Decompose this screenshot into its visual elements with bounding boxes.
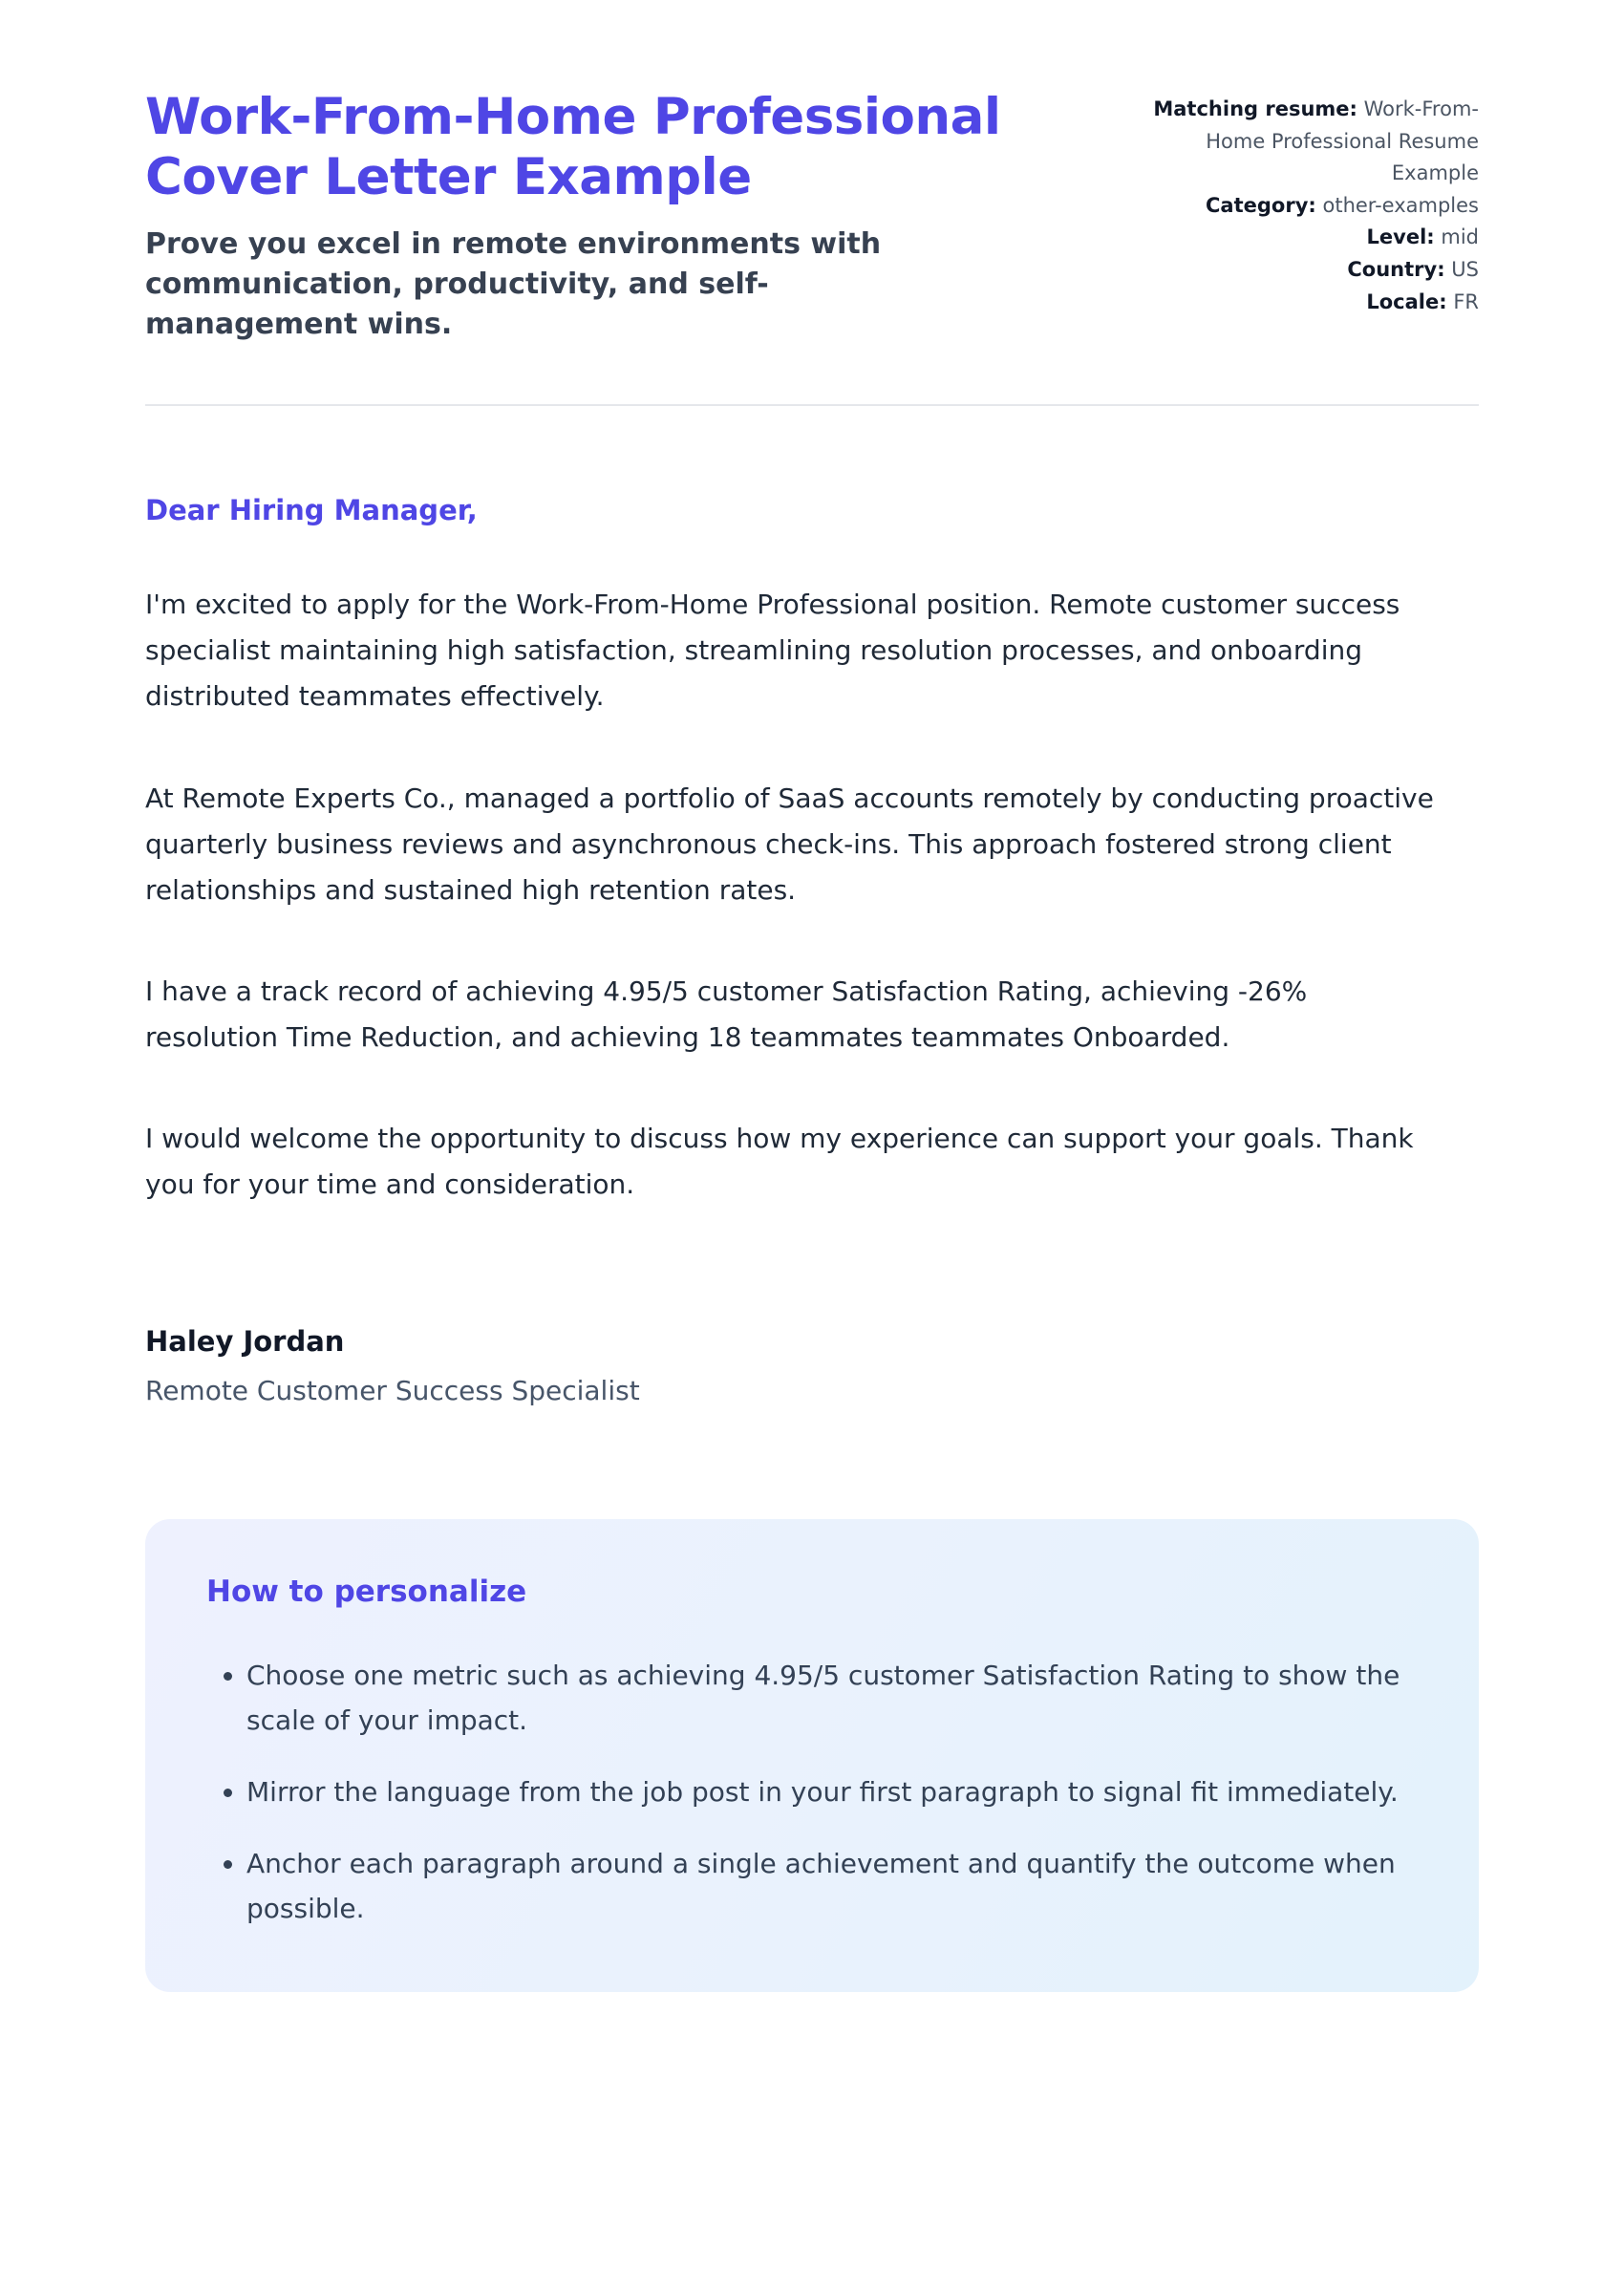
personalize-card [145, 1519, 1479, 1992]
meta-label: Locale: [1366, 289, 1447, 313]
meta-category [1149, 190, 1479, 223]
meta-level [1149, 222, 1479, 254]
meta-label: Category: [1206, 193, 1316, 217]
meta-value: FR [1453, 289, 1479, 313]
signature-block [145, 1325, 1479, 1406]
meta-value: Work-From-Home Professional Resume Example [1206, 97, 1479, 185]
page-title: Work-From-Home Professional Cover Letter Example [145, 88, 1001, 206]
header-title-block [145, 88, 1091, 345]
tip-item: • Choose one metric such as achieving 4.95/5 customer Satisfaction Rating to show the scale of your impact. [246, 1653, 1418, 1743]
page-header [145, 88, 1479, 345]
letter-paragraph-4: I would welcome the opportunity to discuss how my experience can support your goals. Thank you for your time and consideration. [145, 1123, 1414, 1201]
meta-block [1149, 88, 1479, 318]
salutation: Dear Hiring Manager, [145, 494, 478, 527]
personalize-heading: How to personalize [206, 1574, 527, 1609]
signature-job-title: Remote Customer Success Specialist [145, 1374, 640, 1406]
meta-matching-resume [1149, 94, 1479, 190]
page-subtitle: Prove you excel in remote environments with communication, productivity, and self-management wins. [145, 227, 882, 342]
meta-value: mid [1441, 225, 1479, 249]
meta-label: Country: [1347, 257, 1445, 281]
meta-label: Level: [1366, 225, 1435, 249]
tip-item: • Mirror the language from the job post in your first paragraph to signal fit immediately. [246, 1769, 1418, 1814]
meta-value: US [1451, 257, 1479, 281]
letter-paragraph-1: I'm excited to apply for the Work-From-Home Professional position. Remote customer success specialist maintaining high satisfaction, streamlining resolution processes, and onboarding distributed teammates effectively. [145, 589, 1400, 713]
meta-locale [1149, 287, 1479, 319]
letter-paragraph-3: I have a track record of achieving 4.95/5 customer Satisfaction Rating, achieving -26% resolution Time Reduction, and achieving 18 teammates teammates Onboarded. [145, 975, 1308, 1054]
tip-item: • Anchor each paragraph around a single achievement and quantify the outcome when possible. [246, 1841, 1418, 1931]
signature-name: Haley Jordan [145, 1324, 345, 1358]
header-divider [145, 404, 1479, 406]
tips-list [206, 1653, 1418, 1931]
letter-paragraph-2: At Remote Experts Co., managed a portfolio of SaaS accounts remotely by conducting proactive quarterly business reviews and asynchronous check-ins. This approach fostered strong client relationships and sustained high retention rates. [145, 782, 1434, 906]
meta-value: other-examples [1322, 193, 1479, 217]
meta-country [1149, 254, 1479, 287]
meta-label: Matching resume: [1153, 97, 1357, 120]
